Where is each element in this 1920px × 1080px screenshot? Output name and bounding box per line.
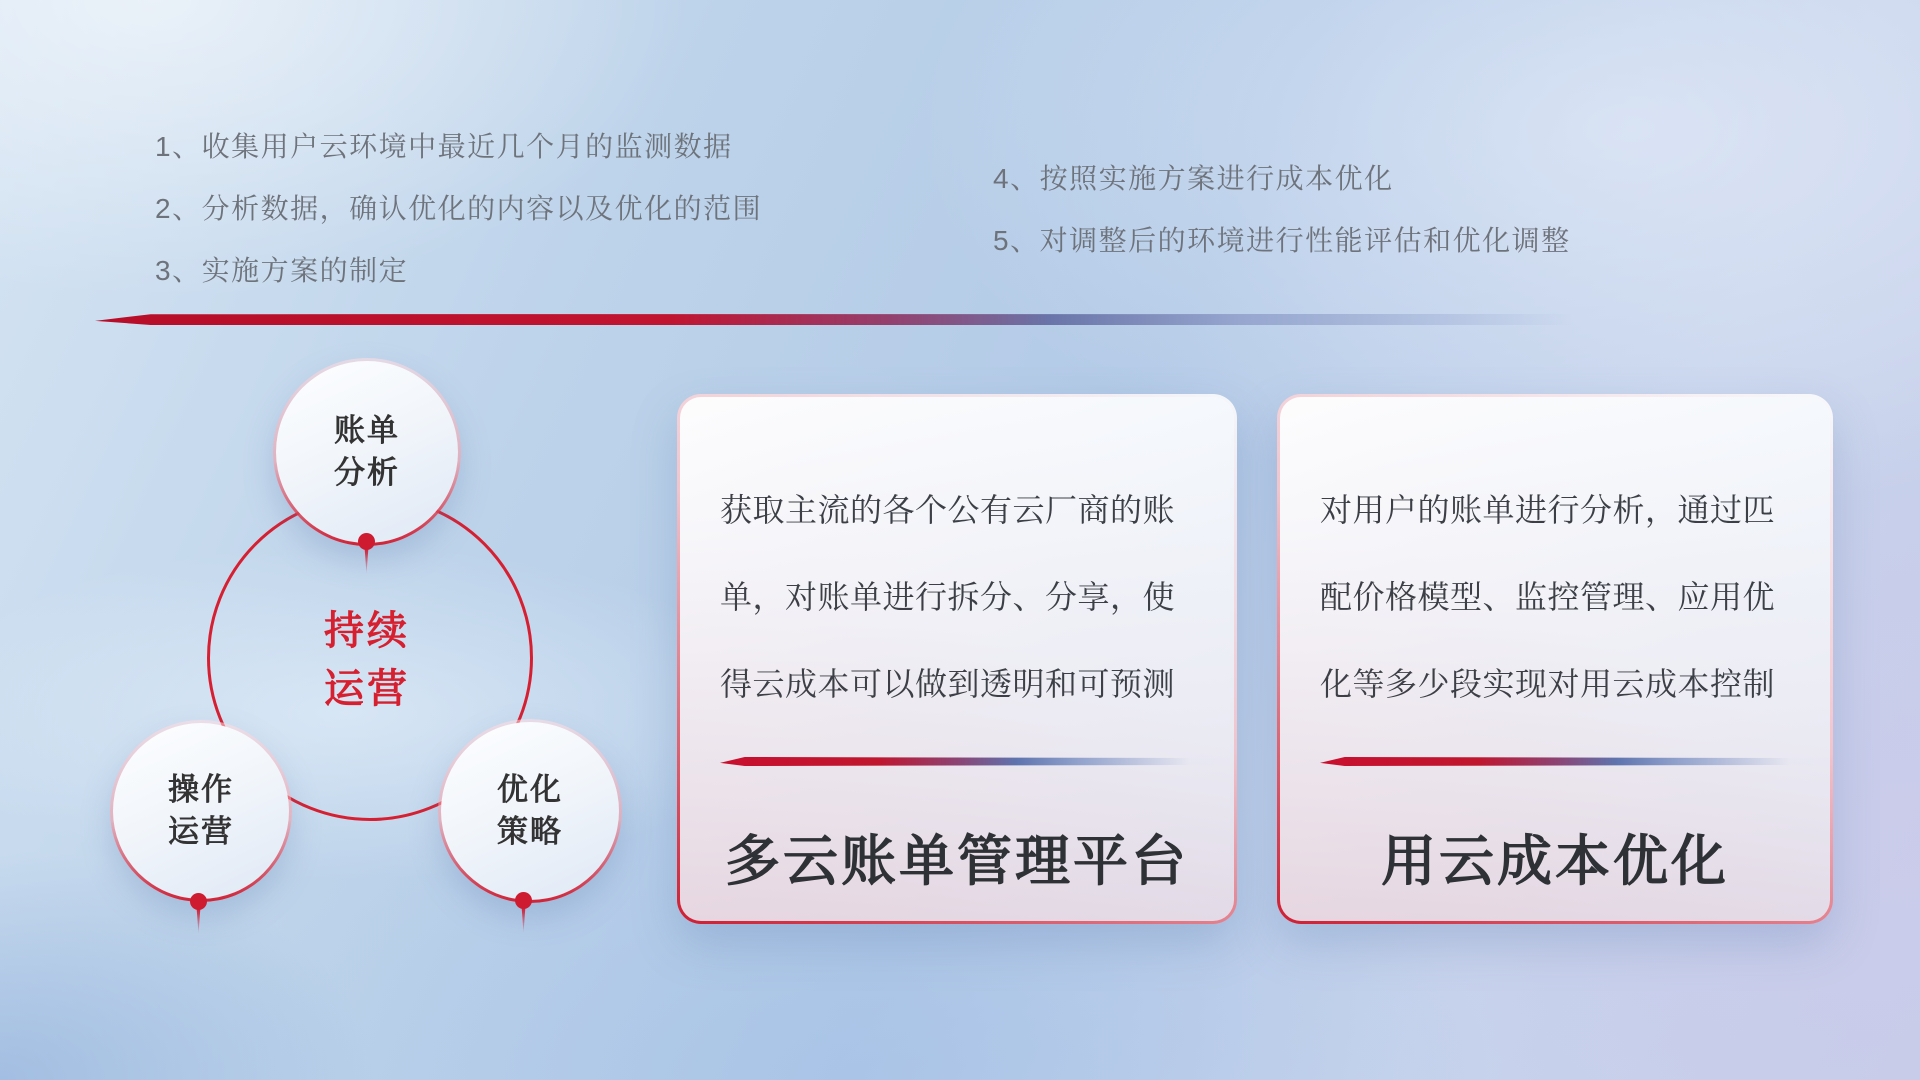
- card-divider-line: [1320, 757, 1814, 766]
- card-title: 多云账单管理平台: [724, 830, 1189, 892]
- node-label-line: 策略: [497, 814, 563, 849]
- process-steps-left: [155, 116, 762, 302]
- cycle-node-surface: [276, 361, 458, 543]
- process-step-4: 4、按照实施方案进行成本优化: [993, 163, 1394, 194]
- node-label-line: 操作: [168, 772, 234, 808]
- card-title: 用云成本优化: [1380, 830, 1729, 892]
- pin-dot-icon: [515, 892, 532, 909]
- pin-tail-icon: [196, 908, 201, 934]
- node-label-line: 分析: [334, 455, 400, 490]
- node-pin-icon: [358, 533, 375, 574]
- process-step-5: 5、对调整后的环境进行性能评估和优化调整: [993, 225, 1571, 256]
- cycle-node-operation-ops: [110, 720, 292, 902]
- pin-tail-icon: [364, 548, 369, 574]
- section-divider-line: [95, 314, 1685, 325]
- cycle-node-label: [168, 769, 234, 853]
- node-label-line: 运营: [168, 814, 234, 849]
- cycle-center-line-2: 运营: [324, 667, 410, 711]
- cycle-center-label: [267, 602, 467, 718]
- card-surface: [1280, 397, 1830, 921]
- card-body-line: 化等多少段实现对用云成本控制: [1320, 666, 1776, 702]
- pin-tail-icon: [521, 907, 526, 933]
- cycle-node-label: [497, 769, 563, 853]
- process-step-1: 1、收集用户云环境中最近几个月的监测数据: [155, 131, 733, 162]
- card-body-text: [720, 467, 1214, 728]
- process-steps-right: [993, 148, 1571, 272]
- card-surface: [680, 397, 1234, 921]
- cycle-node-surface: [113, 723, 289, 899]
- card-body-line: 配价格模型、监控管理、应用优: [1320, 579, 1776, 615]
- card-body-line: 获取主流的各个公有云厂商的账: [720, 492, 1176, 528]
- node-pin-icon: [515, 892, 532, 933]
- cycle-node-optimization-strategy: [438, 719, 622, 903]
- card-body-text: [1320, 467, 1810, 728]
- process-step-2: 2、分析数据，确认优化的内容以及优化的范围: [155, 193, 763, 224]
- process-step-3: 3、实施方案的制定: [155, 255, 409, 286]
- card-body-line: 单，对账单进行拆分、分享，使: [720, 579, 1176, 615]
- cycle-node-bill-analysis: [273, 358, 461, 546]
- card-body-line: 得云成本可以做到透明和可预测: [720, 666, 1176, 702]
- card-multicloud-billing: [677, 394, 1237, 924]
- pin-dot-icon: [190, 893, 207, 910]
- cycle-center-line-1: 持续: [324, 609, 410, 653]
- node-label-line: 账单: [334, 413, 400, 449]
- cycle-node-surface: [441, 722, 619, 900]
- pin-dot-icon: [358, 533, 375, 550]
- cycle-node-label: [334, 410, 400, 494]
- node-pin-icon: [190, 893, 207, 934]
- card-cloud-cost-optimization: [1277, 394, 1833, 924]
- card-divider-line: [720, 757, 1214, 766]
- card-body-line: 对用户的账单进行分析，通过匹: [1320, 492, 1776, 528]
- node-label-line: 优化: [497, 772, 563, 808]
